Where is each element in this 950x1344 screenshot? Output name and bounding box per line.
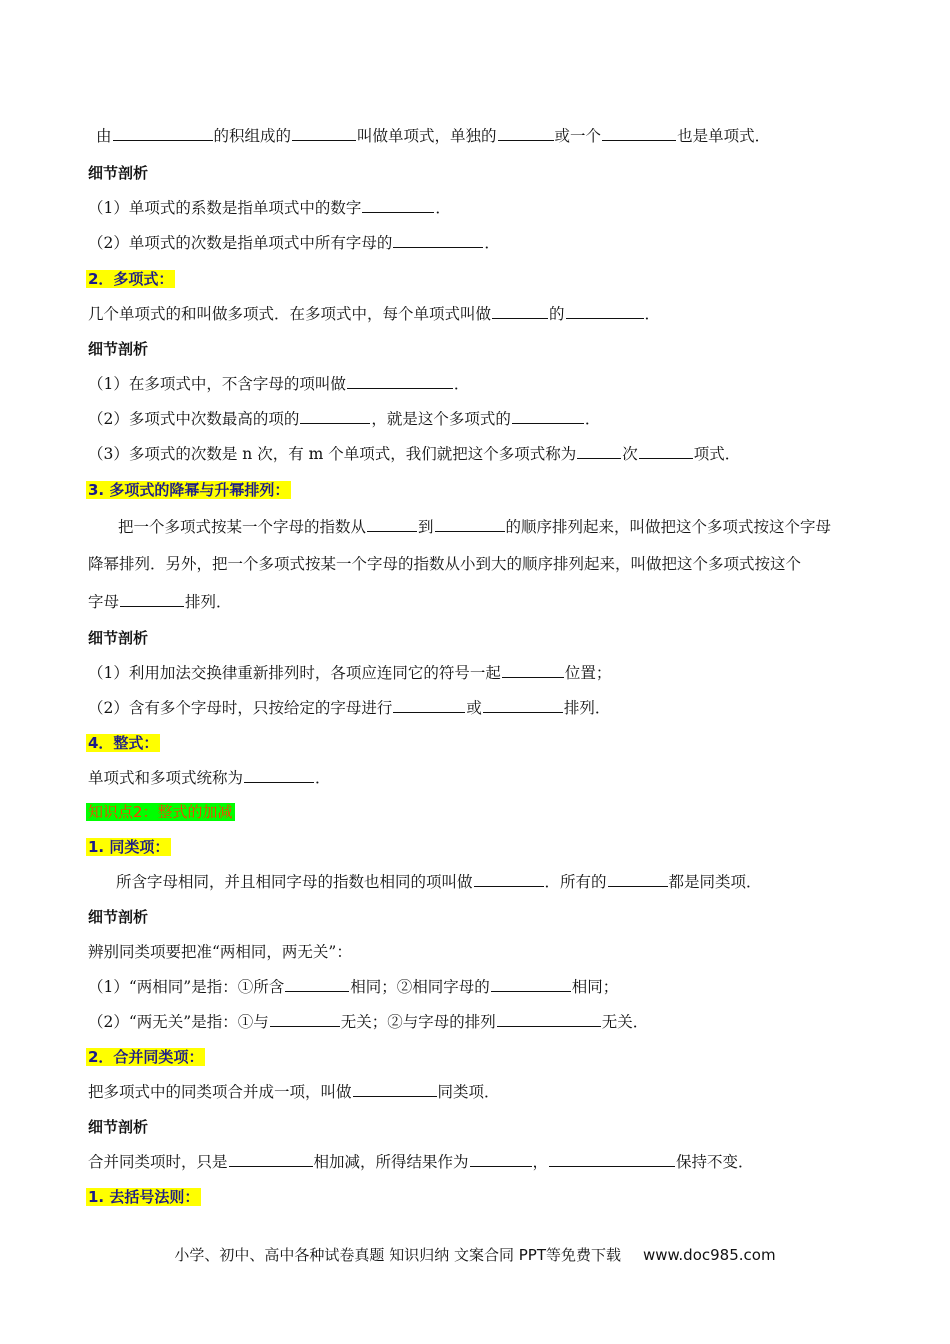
section-heading	[86, 835, 171, 859]
fill-blank[interactable]	[292, 124, 356, 141]
text: 或	[466, 699, 482, 717]
fill-blank[interactable]	[300, 407, 370, 424]
fill-blank[interactable]	[492, 302, 548, 319]
detail-heading: 细节剖析	[88, 1118, 149, 1136]
fill-blank[interactable]	[483, 696, 563, 713]
fill-blank[interactable]	[512, 407, 584, 424]
paragraph-line	[88, 870, 762, 894]
text: 由	[96, 127, 112, 145]
text: ．	[435, 199, 451, 217]
text: ．	[453, 375, 470, 393]
text: （2）“两无关”是指：①与	[88, 1013, 269, 1031]
text: ．	[584, 410, 601, 428]
detail-heading: 细节剖析	[88, 340, 149, 358]
text: （3）多项式的次数是 n 次，有 m 个单项式，我们就把这个多项式称为	[88, 445, 577, 463]
paragraph-line: 辨别同类项要把准“两相同，两无关”：	[88, 943, 352, 961]
section-heading-text: 2．多项式：	[88, 270, 174, 288]
knowledge-point-heading	[86, 800, 235, 824]
detail-item	[88, 231, 500, 255]
section-heading	[86, 731, 160, 755]
fill-blank[interactable]	[347, 372, 453, 389]
paragraph-line	[88, 515, 831, 539]
paragraph-line	[88, 590, 232, 614]
text: 合并同类项时，只是	[88, 1153, 228, 1171]
section-heading	[86, 267, 175, 291]
fill-blank[interactable]	[639, 442, 693, 459]
text: 所含字母相同，并且相同字母的指数也相同的项叫做	[116, 873, 473, 891]
polynomial-definition	[88, 302, 660, 326]
fill-blank[interactable]	[608, 870, 668, 887]
text: 项式．	[693, 445, 741, 463]
section-heading-text: 2．合并同类项：	[88, 1048, 204, 1066]
text: 到	[418, 518, 434, 536]
text: 或一个	[554, 127, 602, 145]
text: （2）多项式中次数最高的项的	[88, 410, 300, 428]
detail-heading: 细节剖析	[88, 164, 149, 182]
integral-expression-definition	[88, 766, 331, 790]
fill-blank[interactable]	[498, 124, 554, 141]
section-heading-text: 4．整式：	[88, 734, 159, 752]
text: 相同；②相同字母的	[350, 978, 490, 996]
fill-blank[interactable]	[285, 975, 349, 992]
text: 字母	[88, 593, 120, 611]
detail-item	[88, 1010, 648, 1034]
monomial-definition	[88, 124, 770, 148]
text: 次	[622, 445, 638, 463]
detail-heading: 细节剖析	[88, 908, 149, 926]
text: 相加减，所得结果作为	[313, 1153, 469, 1171]
text: 的顺序排列起来，叫做把这个多项式按这个字母	[505, 518, 832, 536]
footer-url[interactable]: www.doc985.com	[642, 1246, 776, 1264]
text: （2）单项式的次数是指单项式中所有字母的	[88, 234, 393, 252]
text: 几个单项式的和叫做多项式．在多项式中，每个单项式叫做	[88, 305, 492, 323]
fill-blank[interactable]	[602, 124, 676, 141]
detail-item	[88, 407, 600, 431]
fill-blank[interactable]	[362, 196, 434, 213]
detail-item	[88, 1150, 754, 1174]
fill-blank[interactable]	[470, 1150, 532, 1167]
detail-heading: 细节剖析	[88, 629, 149, 647]
detail-item	[88, 442, 740, 466]
fill-blank[interactable]	[549, 1150, 675, 1167]
text: 相同；	[571, 978, 619, 996]
text: ．	[484, 234, 500, 252]
fill-blank[interactable]	[270, 1010, 340, 1027]
text: 的积组成的	[213, 127, 292, 145]
section-heading-text: 1. 同类项：	[88, 838, 170, 856]
fill-blank[interactable]	[435, 515, 505, 532]
text: （1）“两相同”是指：①所含	[88, 978, 285, 996]
text: 无关；②与字母的排列	[340, 1013, 496, 1031]
knowledge-point-text: 知识点2：整式的加减	[88, 803, 233, 821]
text: （1）利用加法交换律重新排列时，各项应连同它的符号一起	[88, 664, 501, 682]
fill-blank[interactable]	[502, 661, 564, 678]
section-heading	[86, 478, 291, 502]
text: 都是同类项．	[668, 873, 762, 891]
fill-blank[interactable]	[491, 975, 571, 992]
text: 也是单项式．	[677, 127, 771, 145]
fill-blank[interactable]	[244, 766, 314, 783]
text: ，就是这个多项式的	[371, 410, 511, 428]
text: ，	[532, 1153, 549, 1171]
text: 单项式和多项式统称为	[88, 769, 244, 787]
fill-blank[interactable]	[497, 1010, 601, 1027]
text: 排列．	[563, 699, 611, 717]
detail-item	[88, 372, 469, 396]
section-heading-text: 1. 去括号法则：	[88, 1188, 200, 1206]
fill-blank[interactable]	[367, 515, 417, 532]
text: 把一个多项式按某一个字母的指数从	[118, 518, 367, 536]
fill-blank[interactable]	[566, 302, 644, 319]
fill-blank[interactable]	[113, 124, 213, 141]
text: 无关．	[601, 1013, 649, 1031]
combine-definition	[88, 1080, 500, 1104]
paragraph-line: 降幂排列．另外，把一个多项式按某一个字母的指数从小到大的顺序排列起来，叫做把这个多项式按这个	[88, 555, 802, 573]
detail-item	[88, 975, 618, 999]
page-footer	[0, 1244, 950, 1265]
text: 排列．	[185, 593, 232, 611]
text: （1）单项式的系数是指单项式中的数字	[88, 199, 362, 217]
section-heading-text: 3. 多项式的降幂与升幂排列：	[88, 481, 290, 499]
fill-blank[interactable]	[353, 1080, 437, 1097]
text: ．所有的	[544, 873, 607, 891]
section-heading	[86, 1185, 201, 1209]
fill-blank[interactable]	[120, 590, 184, 607]
text: ．	[644, 305, 661, 323]
text: ．	[315, 769, 331, 787]
detail-item	[88, 696, 610, 720]
text: 叫做单项式，单独的	[357, 127, 497, 145]
fill-blank[interactable]	[229, 1150, 313, 1167]
fill-blank[interactable]	[577, 442, 621, 459]
text: 同类项．	[437, 1083, 500, 1101]
footer-text: 小学、初中、高中各种试卷真题 知识归纳 文案合同 PPT等免费下载	[174, 1246, 621, 1264]
text: 保持不变．	[676, 1153, 754, 1171]
text: （2）含有多个字母时，只按给定的字母进行	[88, 699, 393, 717]
text: 位置；	[564, 664, 612, 682]
section-heading	[86, 1045, 205, 1069]
detail-item	[88, 661, 611, 685]
fill-blank[interactable]	[393, 231, 483, 248]
text: 把多项式中的同类项合并成一项，叫做	[88, 1083, 352, 1101]
text: （1）在多项式中，不含字母的项叫做	[88, 375, 346, 393]
fill-blank[interactable]	[474, 870, 544, 887]
text: 的	[549, 305, 565, 323]
detail-item	[88, 196, 451, 220]
fill-blank[interactable]	[393, 696, 465, 713]
